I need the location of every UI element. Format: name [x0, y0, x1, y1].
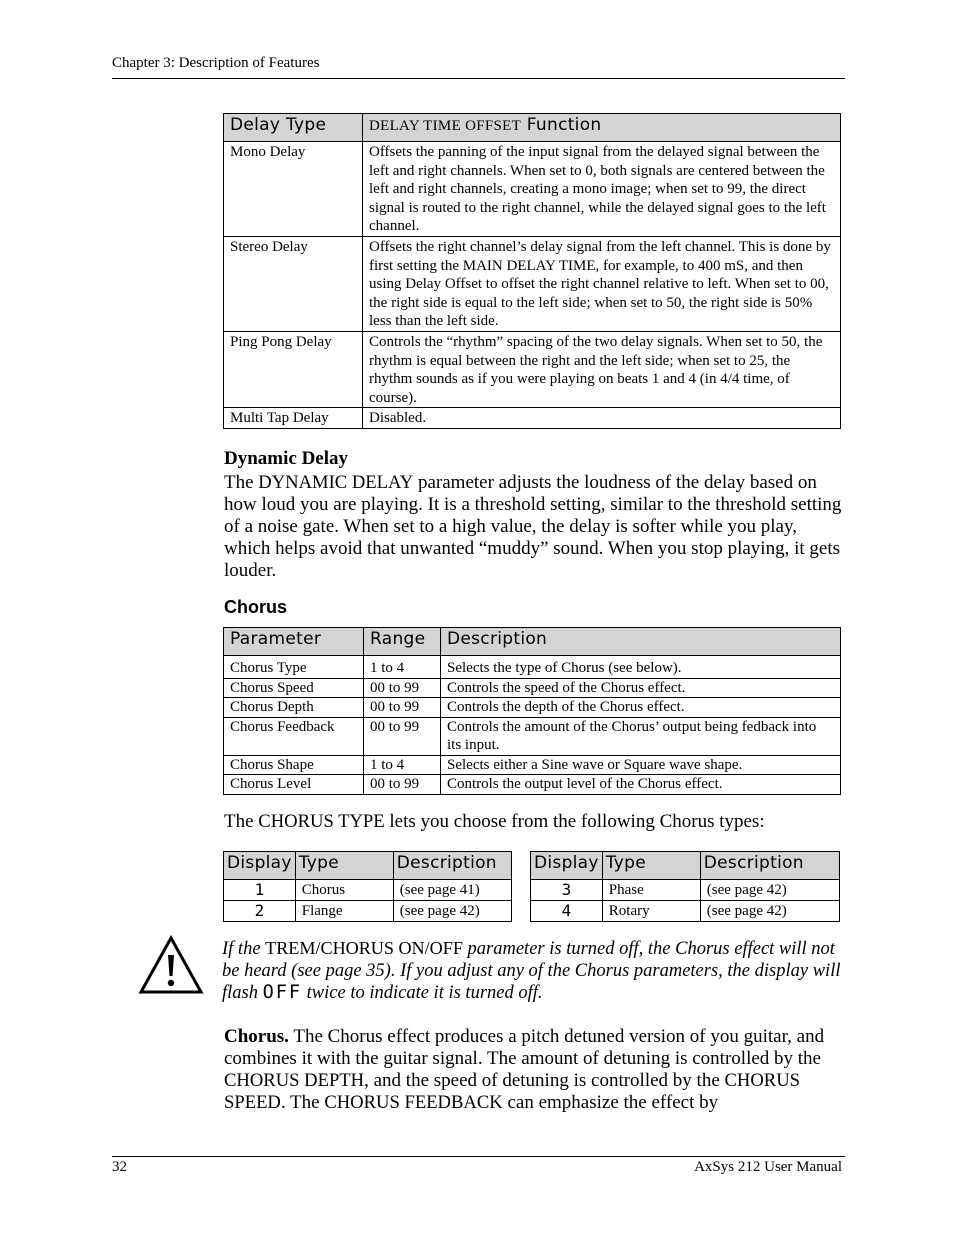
- type-cell: Phase: [602, 880, 700, 901]
- function-cell: Offsets the right channel’s delay signal from the left channel. This is done by first setting the MAIN DELAY TIME, for example, to 400 mS, and then using Delay Offset to offset the right channel relative to left. When set to 00, the right side is equal to the left side; when set to 50, the right side is 50% less than the left side.: [363, 236, 841, 331]
- parameter-cell: Chorus Feedback: [224, 717, 364, 755]
- footer-rule: [112, 1156, 845, 1157]
- description-cell: Controls the speed of the Chorus effect.: [441, 678, 841, 698]
- range-cell: 00 to 99: [364, 717, 441, 755]
- description-cell: Controls the output level of the Chorus effect.: [441, 775, 841, 795]
- parameter-cell: Chorus Level: [224, 775, 364, 795]
- col-header-delay-type: Delay Type: [224, 114, 363, 142]
- col-header-display: Display: [531, 852, 603, 880]
- param-name: DYNAMIC DELAY: [258, 472, 414, 493]
- run-in-heading: Chorus.: [224, 1026, 289, 1047]
- type-cell: Flange: [295, 901, 393, 922]
- col-header-function: DELAY TIME OFFSET Function: [363, 114, 841, 142]
- parameter-cell: Chorus Depth: [224, 698, 364, 718]
- delay-type-cell: Mono Delay: [224, 142, 363, 237]
- function-cell: Offsets the panning of the input signal from the delayed signal between the left and right channels. When set to 0, both signals are centered between the left and right channels, creating a mono image; when set to 99, the direct signal is routed to the right channel, while the delayed signal goes to the left channel.: [363, 142, 841, 237]
- display-value: 2: [224, 901, 296, 922]
- table-row: [224, 775, 841, 795]
- display-value: 1: [224, 880, 296, 901]
- display-value: 4: [531, 901, 603, 922]
- dynamic-delay-paragraph: The DYNAMIC DELAY parameter adjusts the loudness of the delay based on how loud you are playing. It is a threshold setting, similar to the threshold setting of a noise gate. When set to a high value, the delay is softer while you play, which helps avoid that unwanted “muddy” sound. When you stop playing, it gets louder.: [224, 472, 842, 581]
- description-cell: (see page 41): [393, 880, 511, 901]
- description-cell: (see page 42): [393, 901, 511, 922]
- table-row: [224, 142, 841, 237]
- col-header-description: Description: [441, 628, 841, 656]
- display-value: 3: [531, 880, 603, 901]
- warning-note: If the TREM/CHORUS ON/OFF parameter is turned off, the Chorus effect will not be heard (see page 35). If you adjust any of the Chorus parameters, the display will flash OFF twice to indicate it is turned off.: [222, 938, 841, 1003]
- table-row: [224, 717, 841, 755]
- table-row: [224, 755, 841, 775]
- range-cell: 00 to 99: [364, 698, 441, 718]
- description-cell: (see page 42): [700, 880, 839, 901]
- delay-type-cell: Ping Pong Delay: [224, 331, 363, 407]
- chorus-parameter-table: [223, 627, 841, 795]
- parameter-cell: Chorus Speed: [224, 678, 364, 698]
- range-cell: 1 to 4: [364, 755, 441, 775]
- display-readout: OFF: [262, 982, 303, 1003]
- header-rule: [112, 78, 845, 79]
- table-row: [224, 698, 841, 718]
- chorus-description-paragraph: Chorus. The Chorus effect produces a pitch detuned version of you guitar, and combines it with the guitar signal. The amount of detuning is controlled by the CHORUS DEPTH, and the speed of detuning is controlled by the CHORUS SPEED. The CHORUS FEEDBACK can emphasize the effect by: [224, 1026, 825, 1113]
- manual-title: AxSys 212 User Manual: [694, 1159, 842, 1175]
- table-row: [531, 880, 840, 901]
- chorus-heading: Chorus: [224, 597, 287, 617]
- param-name: CHORUS TYPE: [258, 811, 385, 832]
- function-cell: Controls the “rhythm” spacing of the two delay signals. When set to 50, the rhythm is equal between the right and the left side; when set to 25, the rhythm sounds as if you were playing on beats 1 and 4 (in 4/4 time, of course).: [363, 331, 841, 407]
- table-header-row: [531, 852, 840, 880]
- type-cell: Chorus: [295, 880, 393, 901]
- function-cell: Disabled.: [363, 408, 841, 429]
- col-header-range: Range: [364, 628, 441, 656]
- table-row: [224, 901, 512, 922]
- table-row: [224, 656, 841, 679]
- description-cell: Controls the amount of the Chorus’ output being fedback into its input.: [441, 717, 841, 755]
- chorus-type-intro: The CHORUS TYPE lets you choose from the following Chorus types:: [224, 811, 765, 832]
- delay-type-cell: Stereo Delay: [224, 236, 363, 331]
- col-header-type: Type: [602, 852, 700, 880]
- col-header-description: Description: [700, 852, 839, 880]
- table-row: [531, 901, 840, 922]
- range-cell: 00 to 99: [364, 775, 441, 795]
- col-header-display: Display: [224, 852, 296, 880]
- description-cell: Selects either a Sine wave or Square wave shape.: [441, 755, 841, 775]
- description-cell: Controls the depth of the Chorus effect.: [441, 698, 841, 718]
- table-row: [224, 331, 841, 407]
- description-cell: Selects the type of Chorus (see below).: [441, 656, 841, 679]
- type-cell: Rotary: [602, 901, 700, 922]
- warning-triangle-icon: [138, 935, 204, 1000]
- dynamic-delay-heading: Dynamic Delay: [224, 448, 349, 469]
- page-number: 32: [112, 1159, 127, 1175]
- table-header-row: [224, 852, 512, 880]
- delay-type-cell: Multi Tap Delay: [224, 408, 363, 429]
- table-row: [224, 880, 512, 901]
- param-name: TREM/CHORUS ON/OFF: [265, 938, 463, 958]
- col-header-description: Description: [393, 852, 511, 880]
- range-cell: 1 to 4: [364, 656, 441, 679]
- chapter-header: Chapter 3: Description of Features: [112, 55, 320, 71]
- table-row: [224, 236, 841, 331]
- chorus-type-table-left: [223, 851, 512, 922]
- range-cell: 00 to 99: [364, 678, 441, 698]
- description-cell: (see page 42): [700, 901, 839, 922]
- parameter-cell: Chorus Type: [224, 656, 364, 679]
- table-row: [224, 408, 841, 429]
- parameter-cell: Chorus Shape: [224, 755, 364, 775]
- col-header-parameter: Parameter: [224, 628, 364, 656]
- table-header-row: [224, 114, 841, 142]
- delay-offset-table: [223, 113, 841, 429]
- chorus-type-table-right: [530, 851, 840, 922]
- table-header-row: [224, 628, 841, 656]
- table-row: [224, 678, 841, 698]
- col-header-type: Type: [295, 852, 393, 880]
